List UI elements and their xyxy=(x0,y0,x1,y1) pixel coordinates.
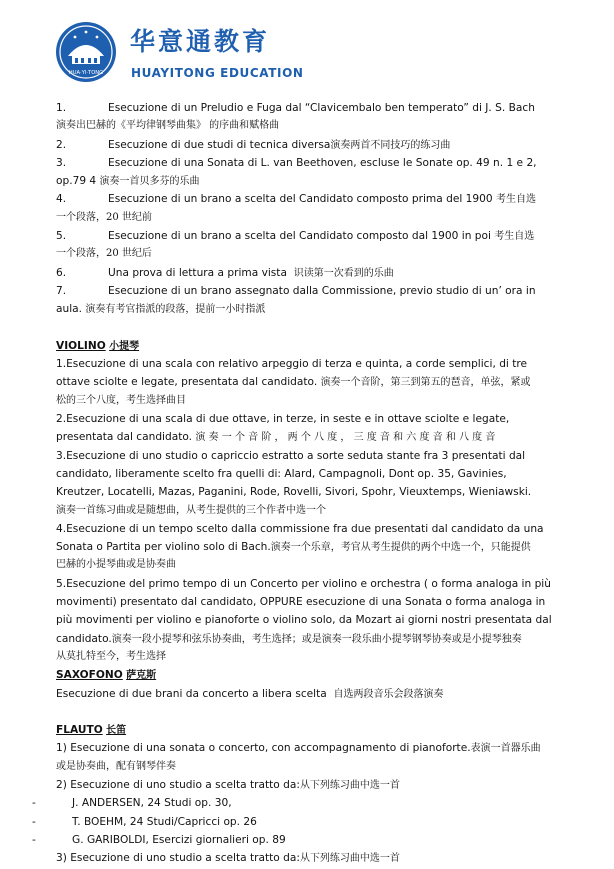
violino-item-3-line-1: 3.Esecuzione di uno studio o capriccio estratto a sorte seduta stante fra 3 presentati dal xyxy=(56,449,526,462)
violino-item-5-line-2: movimenti) presentato dal candidato, OPPURE esecuzione di una Sonata o forma analoga in xyxy=(56,596,546,609)
violino-item-3-line-3: Kreutzer, Locatelli, Mazas, Paganini, Rode, Rovelli, Sivori, Spohr, Vieuxtemps, Wieniawski. xyxy=(56,486,532,499)
flauto-heading: FLAUTO 长笛 xyxy=(56,724,127,737)
violino-item-3-line-2: candidato, liberamente scelto fra quelli di: Alard, Campagnoli, Dont op. 35, Gavinies, xyxy=(56,467,507,480)
page-header xyxy=(54,12,354,90)
saxofono-text: Esecuzione di due brani da concerto a libera scelta 自选两段音乐会段落演奏 xyxy=(56,687,444,700)
violino-item-4-line-2: Sonata o Partita per violino solo di Bach.演奏一个乐章，考官从考生提供的两个中选一个，只能提供 xyxy=(56,541,531,554)
violino-item-5-cn: 从莫扎特至今，考生选择 xyxy=(56,650,166,662)
violino-heading: VIOLINO 小提琴 xyxy=(56,339,140,352)
piano-item-6: 6. Una prova di lettura a prima vista 识读第一次看到的乐曲 xyxy=(56,266,394,279)
violino-item-5-line-3: più movimenti per violino e pianoforte o violino solo, da Mozart ai giorni nostri presentata dal xyxy=(56,614,552,627)
brand-english-name: HUAYITONG EDUCATION xyxy=(131,66,304,80)
flauto-item-2: 2) Esecuzione di uno studio a scelta tratto da:从下列练习曲中选一首 xyxy=(56,778,400,791)
piano-item-5-cn: 一个段落，20 世纪后 xyxy=(56,248,152,260)
svg-text:HUA·YI·TONG: HUA·YI·TONG xyxy=(68,70,104,76)
piano-item-5: 5. Esecuzione di un brano a scelta del Candidato composto dal 1900 in poi 考生自选 xyxy=(56,230,535,243)
violino-item-3-cn: 演奏一首练习曲或是随想曲，从考生提供的三个作者中选一个 xyxy=(56,504,326,516)
violino-item-5-line-1: 5.Esecuzione del primo tempo di un Concerto per violino e orchestra ( o forma analoga in più xyxy=(56,577,551,590)
piano-item-1: 1. Esecuzione di un Preludio e Fuga dal “Clavicembalo ben temperato” di J. S. Bach xyxy=(56,102,535,114)
flauto-study-boehm: - T. BOEHM, 24 Studi/Capricci op. 26 xyxy=(32,815,257,828)
huayitong-logo-icon xyxy=(54,20,118,84)
piano-item-3-cont: op.79 4 演奏一首贝多芬的乐曲 xyxy=(56,175,200,188)
violino-item-4-cn: 巴赫的小提琴曲或是协奏曲 xyxy=(56,559,176,571)
flauto-item-1-cn: 或是协奏曲，配有钢琴伴奏 xyxy=(56,760,176,772)
piano-item-4: 4. Esecuzione di un brano a scelta del Candidato composto prima del 1900 考生自选 xyxy=(56,193,536,206)
piano-item-1-cn: 演奏出巴赫的《平均律钢琴曲集》 的序曲和赋格曲 xyxy=(56,120,280,132)
piano-item-4-cn: 一个段落，20 世纪前 xyxy=(56,211,152,223)
piano-item-3: 3. Esecuzione di una Sonata di L. van Beethoven, escluse le Sonate op. 49 n. 1 e 2, xyxy=(56,156,537,169)
flauto-study-andersen: - J. ANDERSEN, 24 Studi op. 30, xyxy=(32,797,232,810)
violino-item-2-line-2: presentata dal candidato. 演 奏 一 个 音 阶 ， 两 个 八 度 ， 三 度 音 和 六 度 音 和 八 度 音 xyxy=(56,431,496,444)
flauto-item-1: 1) Esecuzione di una sonata o concerto, con accompagnamento di pianoforte.表演一首器乐曲 xyxy=(56,742,541,755)
violino-item-5-line-4: candidato.演奏一段小提琴和弦乐协奏曲，考生选择；或是演奏一段乐曲小提琴钢琴协奏或是小提琴独奏 xyxy=(56,632,522,645)
violino-item-2-line-1: 2.Esecuzione di una scala di due ottave, in terze, in seste e in ottave sciolte e legate, xyxy=(56,413,510,426)
brand-chinese-name: 华意通教育 xyxy=(130,27,271,56)
violino-item-1-line-1: 1.Esecuzione di una scala con relativo arpeggio di terza e quinta, a corde semplici, di tre xyxy=(56,358,528,371)
violino-item-1-line-2: ottave sciolte e legate, presentata dal candidato. 演奏一个音阶，第三到第五的琶音，单弦，紧或 xyxy=(56,376,531,389)
saxofono-heading: SAXOFONO 萨克斯 xyxy=(56,669,157,682)
flauto-item-3: 3) Esecuzione di uno studio a scelta tratto da:从下列练习曲中选一首 xyxy=(56,852,400,865)
violino-item-4-line-1: 4.Esecuzione di un tempo scelto dalla commissione fra due presentati dal candidato da una xyxy=(56,522,544,535)
document-body xyxy=(32,99,552,867)
piano-item-7: 7. Esecuzione di un brano assegnato dalla Commissione, previo studio di un’ ora in xyxy=(56,284,536,297)
piano-item-7-cont: aula. 演奏有考官指派的段落，提前一小时指派 xyxy=(56,303,266,316)
flauto-study-gariboldi: - G. GARIBOLDI, Esercizi giornalieri op. 89 xyxy=(32,833,286,846)
violino-item-1-cn: 松的三个八度，考生选择曲目 xyxy=(56,394,186,406)
piano-item-2: 2. Esecuzione di due studi di tecnica diversa演奏两首不同技巧的练习曲 xyxy=(56,138,451,151)
